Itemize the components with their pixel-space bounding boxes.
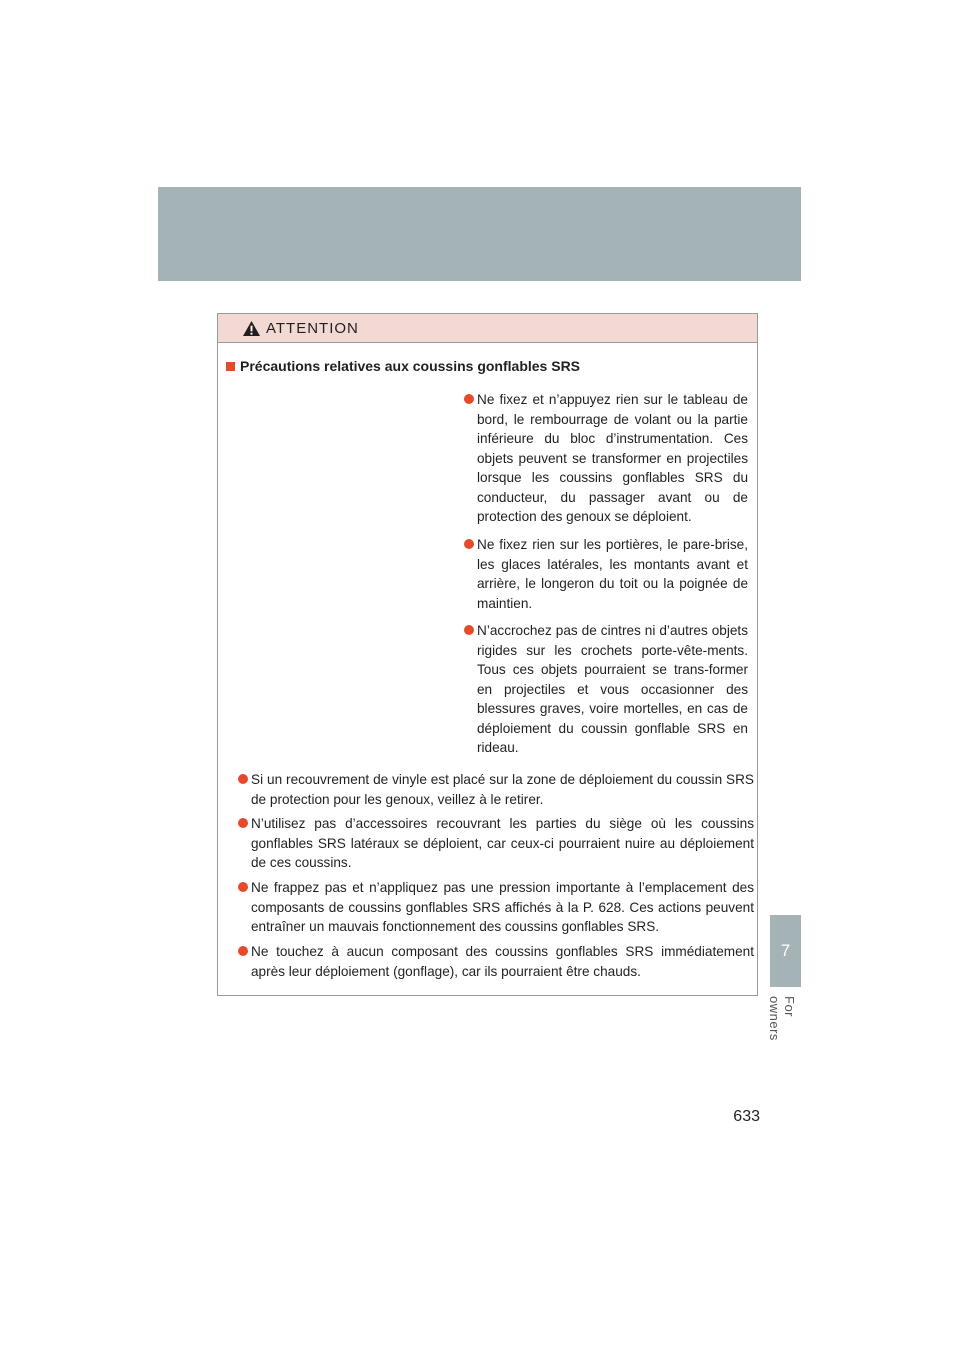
list-item-text: Ne fixez rien sur les portières, le pare-brise, les glaces latérales, les montants avant et arrière, le longeron du toit ou la poignée de maintien. bbox=[477, 537, 748, 611]
caution-box bbox=[217, 313, 758, 996]
bullet-dot-icon bbox=[464, 539, 474, 549]
bullet-dot-icon bbox=[238, 774, 248, 784]
caution-title: ATTENTION bbox=[266, 319, 359, 337]
list-item-text: N’accrochez pas de cintres ni d’autres objets rigides sur les crochets porte-vête-ments. Tous ces objets pourraient se trans-former en projectiles et vous occasionner des blessures graves, voire mortelles, en cas de déploiement du coussin gonflable SRS en rideau. bbox=[477, 623, 748, 755]
list-item bbox=[464, 621, 748, 758]
bullet-dot-icon bbox=[238, 946, 248, 956]
list-item bbox=[464, 390, 748, 527]
header-band bbox=[158, 187, 801, 281]
list-item bbox=[238, 878, 754, 937]
list-item bbox=[238, 770, 754, 809]
bullet-dot-icon bbox=[238, 818, 248, 828]
section-heading bbox=[226, 358, 580, 374]
bullet-dot-icon bbox=[464, 625, 474, 635]
list-item bbox=[464, 535, 748, 613]
list-item-text: Ne frappez pas et n’appliquez pas une pression importante à l’emplacement des composants de coussins gonflables SRS affichés à la P. 628. Ces actions peuvent entraîner un mauvais fonctionnement des coussins gonflables SRS. bbox=[251, 880, 754, 934]
list-item-text: N’utilisez pas d’accessoires recouvrant les parties du siège où les coussins gonflables SRS latéraux se déploient, car ceux-ci pourraient nuire au déploiement de ces coussins. bbox=[251, 816, 754, 870]
list-item-text: Si un recouvrement de vinyle est placé sur la zone de déploiement du coussin SRS de protection pour les genoux, veillez à le retirer. bbox=[251, 772, 754, 807]
list-item-text: Ne fixez et n’appuyez rien sur le tableau de bord, le rembourrage de volant ou la partie inférieure du bloc d’instrumentation. Ces objets peuvent se transformer en projectiles lorsque les coussins gonflables SRS du conducteur, du passager avant ou de protection des genoux se déploient. bbox=[477, 392, 748, 524]
square-bullet-icon bbox=[226, 362, 235, 371]
list-item bbox=[238, 942, 754, 981]
bullet-dot-icon bbox=[464, 394, 474, 404]
bullet-dot-icon bbox=[238, 882, 248, 892]
warning-triangle-icon bbox=[242, 320, 261, 337]
chapter-label: For owners bbox=[767, 996, 797, 1041]
list-item bbox=[238, 814, 754, 873]
section-heading-text: Précautions relatives aux coussins gonflables SRS bbox=[240, 358, 581, 374]
chapter-tab bbox=[770, 915, 801, 987]
page-number: 633 bbox=[733, 1108, 760, 1125]
chapter-number: 7 bbox=[780, 941, 791, 960]
list-item-text: Ne touchez à aucun composant des coussins gonflables SRS immédiatement après leur déploiement (gonflage), car ils pourraient être chauds. bbox=[251, 944, 754, 979]
caution-header bbox=[218, 314, 757, 343]
